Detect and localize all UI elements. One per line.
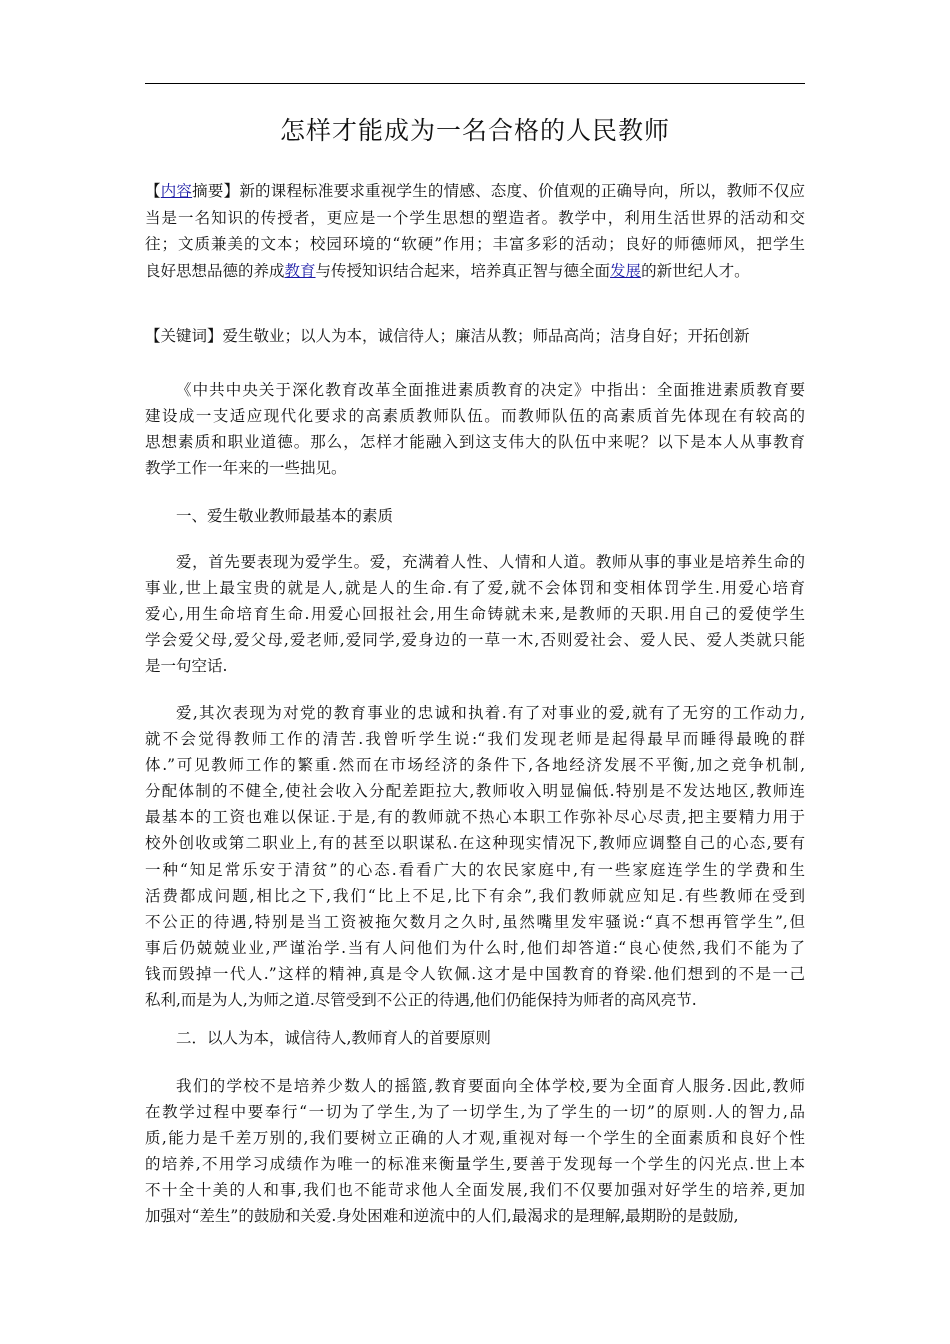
heading-text: 二．以人为本，诚信待人,教师育人的首要原则 <box>176 1029 491 1047</box>
paragraph-line: 爱心,用生命培育生命.用爱心回报社会,用生命铸就未来,是教师的天职.用自己的爱使学生 <box>145 605 805 624</box>
love-paragraph-1 <box>145 549 805 679</box>
paragraph-line: 思想素质和职业道德。那么，怎样才能融入到这支伟大的队伍中来呢？以下是本人从事教育 <box>145 433 805 452</box>
content-link[interactable]: 内容 <box>160 182 193 200</box>
paragraph-line: 事后仍兢兢业业,严谨治学.当有人问他们为什么时,他们却答道:“良心使然,我们不能为了 <box>145 938 805 957</box>
paragraph-line: 一种“知足常乐安于清贫”的心态.看看广大的农民家庭中,有一些家庭连学生的学费和生 <box>145 860 805 879</box>
intro-paragraph <box>145 377 805 481</box>
paragraph-line: 校外创收或第二职业上,有的甚至以职谋私.在这种现实情况下,教师应调整自己的心态,要有 <box>145 834 805 853</box>
paragraph-line: 就不会觉得教师工作的清苦.我曾听学生说:“我们发现老师是起得最早而睡得最晚的群 <box>145 730 805 749</box>
summary-line <box>145 178 805 205</box>
paragraph-line: 加强对“差生”的鼓励和关爱.身处困难和逆流中的人们,最渴求的是理解,最期盼的是鼓励, <box>145 1207 739 1226</box>
paragraph-line: 学会爱父母,爱父母,爱老师,爱同学,爱身边的一草一木,否则爱社会、爱人民、爱人类就只能 <box>145 631 805 650</box>
summary-text: 新的课程标准要求重视学生的情感、态度、价值观的正确导向，所以，教师不仅应 <box>239 182 805 200</box>
summary-label: 摘要】 <box>192 182 240 200</box>
paragraph-line: 不公正的待遇,特别是当工资被拖欠数月之久时,虽然嘴里发牢骚说:“真不想再管学生”,但 <box>145 912 805 931</box>
section-heading-1 <box>145 503 805 529</box>
summary-paragraph <box>145 178 805 284</box>
paragraph-line: 建设成一支适应现代化要求的高素质教师队伍。而教师队伍的高素质首先体现在有较高的 <box>145 407 805 426</box>
education-link[interactable]: 教育 <box>284 261 316 280</box>
summary-line <box>145 258 805 285</box>
paragraph-line: 的培养,不用学习成绩作为唯一的标准来衡量学生,要善于发现每一个学生的闪光点.世上本 <box>145 1155 805 1174</box>
summary-text: 与传授知识结合起来，培养真正智与德全面 <box>315 261 611 280</box>
summary-bracket: 【 <box>145 182 161 200</box>
keywords-line: 【关键词】爱生敬业；以人为本，诚信待人；廉洁从教；师品高尚；洁身自好；开拓创新 <box>145 327 750 345</box>
header-rule <box>145 83 805 84</box>
paragraph-line: 爱，首先要表现为爱学生。爱，充满着人性、人情和人道。教师从事的事业是培养生命的 <box>176 553 805 571</box>
paragraph-line: 质,能力是千差万别的,我们要树立正确的人才观,重视对每一个学生的全面素质和良好个性 <box>145 1129 805 1148</box>
paragraph-line: 是一句空话. <box>145 657 228 676</box>
paragraph-line: 钱而毁掉一代人.”这样的精神,真是令人钦佩.这才是中国教育的脊梁.他们想到的不是一己 <box>145 964 805 983</box>
paragraph-line: 分配体制的不健全,使社会收入分配差距拉大,教师收入明显偏低.特别是不发达地区,教师连 <box>145 782 805 801</box>
summary-text: 良好思想品德的养成 <box>145 261 285 280</box>
paragraph-line: 体.”可见教师工作的繁重.然而在市场经济的条件下,各地经济发展不平衡,加之竞争机制, <box>145 756 805 775</box>
paragraph-line: 我们的学校不是培养少数人的摇篮,教育要面向全体学校,要为全面育人服务.因此,教师 <box>176 1077 805 1095</box>
document-title: 怎样才能成为一名合格的人民教师 <box>279 116 670 145</box>
summary-line: 往；文质兼美的文本；校园环境的“软硬”作用；丰富多彩的活动；良好的师德师风，把学生 <box>145 235 805 253</box>
paragraph-line: 不十全十美的人和事,我们也不能苛求他人全面发展,我们不仅要加强对好学生的培养,更加 <box>145 1181 805 1200</box>
summary-text: 的新世纪人才。 <box>641 261 750 280</box>
paragraph-line: 事业,世上最宝贵的就是人,就是人的生命.有了爱,就不会体罚和变相体罚学生.用爱心培育 <box>145 579 805 598</box>
paragraph-line: 教学工作一年来的一些拙见。 <box>145 459 347 478</box>
development-link[interactable]: 发展 <box>610 261 642 280</box>
people-paragraph <box>145 1073 805 1230</box>
paragraph-line: 私利,而是为人,为师之道.尽管受到不公正的待遇,他们仍能保持为师者的高风亮节. <box>145 991 697 1010</box>
paragraph-line: 在教学过程中要奉行“一切为了学生,为了一切学生,为了学生的一切”的原则.人的智力,品 <box>145 1103 805 1122</box>
paragraph-line: 最基本的工资也难以保证.于是,有的教师就不热心本职工作弥补尽心尽责,把主要精力用于 <box>145 808 805 827</box>
paragraph-line: 爱,其次表现为对党的教育事业的忠诚和执着.有了对事业的爱,就有了无穷的工作动力, <box>176 704 805 722</box>
paragraph-line: 《中共中央关于深化教育改革全面推进素质教育的决定》中指出：全面推进素质教育要 <box>176 381 805 399</box>
paragraph-line: 活费都成问题,相比之下,我们“比上不足,比下有余”,我们教师就应知足.有些教师在受到 <box>145 886 805 905</box>
heading-text: 一、爱生敬业教师最基本的素质 <box>176 507 394 525</box>
summary-line: 当是一名知识的传授者，更应是一个学生思想的塑造者。教学中，利用生活世界的活动和交 <box>145 208 805 227</box>
section-heading-2 <box>145 1025 805 1051</box>
love-paragraph-2 <box>145 700 805 1013</box>
